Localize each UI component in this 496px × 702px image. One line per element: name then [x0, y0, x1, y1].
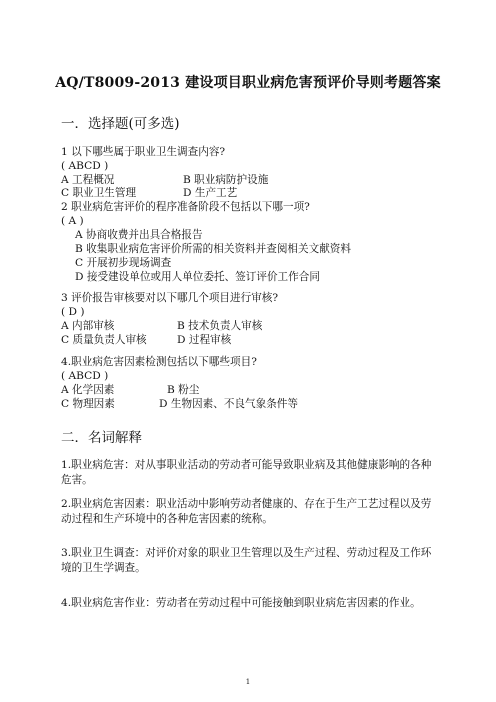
question-2: 2 职业病危害评价的程序准备阶段不包括以下哪一项?: [61, 201, 310, 213]
answer-4: ( ABCD ): [61, 370, 109, 382]
option-row: [61, 320, 263, 333]
option-b: B 收集职业病危害评价所需的相关资料并查阅相关文献资料: [75, 243, 351, 255]
option-row: [61, 174, 269, 187]
term-definition: 1.职业病危害：对从事职业活动的劳动者可能导致职业病及其他健康影响的各种危害。: [61, 459, 432, 486]
option-d: D 接受建设单位或用人单位委托、签订评价工作合同: [75, 271, 320, 283]
term-definition: 4.职业病危害作业：劳动者在劳动过程中可能接触到职业病危害因素的作业。: [61, 597, 421, 609]
option-row: [61, 398, 298, 411]
option-c: C 开展初步现场调查: [75, 257, 172, 269]
option-a: A 化学因素: [61, 384, 115, 396]
answer-2: ( A ): [61, 215, 84, 227]
option-b: B 技术负责人审核: [177, 320, 263, 332]
option-c: C 物理因素: [61, 398, 115, 410]
option-c: C 职业卫生管理: [61, 187, 137, 199]
question-4: 4.职业病危害因素检测包括以下哪些项目?: [61, 356, 257, 368]
option-d: D 生产工艺: [183, 187, 238, 199]
option-d: D 过程审核: [177, 334, 232, 346]
term-definition: 2.职业病危害因素：职业活动中影响劳动者健康的、存在于生产工艺过程以及劳动过程和生产环境中的各种危害因素的统称。: [61, 498, 432, 525]
section-heading-choice: 一．选择题(可多选): [61, 116, 180, 132]
option-row: [61, 187, 238, 200]
option-row: [61, 334, 232, 347]
term-definition: 3.职业卫生调查：对评价对象的职业卫生管理以及生产过程、劳动过程及工作环境的卫生学调查。: [61, 547, 432, 574]
answer-3: ( D ): [61, 306, 85, 318]
answer-1: ( ABCD ): [61, 160, 109, 172]
document-title: AQ/T8009-2013 建设项目职业病危害预评价导则考题答案: [55, 75, 441, 91]
option-b: B 粉尘: [167, 384, 200, 396]
question-1: 1 以下哪些属于职业卫生调查内容?: [61, 146, 226, 158]
option-c: C 质量负责人审核: [61, 334, 147, 346]
option-a: A 内部审核: [61, 320, 115, 332]
option-a: A 工程概况: [61, 174, 115, 186]
section-heading-terms: 二．名词解释: [61, 430, 142, 446]
option-d: D 生物因素、不良气象条件等: [159, 398, 298, 410]
option-a: A 协商收费并出具合格报告: [75, 229, 203, 241]
option-b: B 职业病防护设施: [183, 174, 269, 186]
question-3: 3 评价报告审核要对以下哪几个项目进行审核?: [61, 292, 279, 304]
page-number: 1: [245, 678, 251, 686]
option-row: [61, 384, 200, 397]
